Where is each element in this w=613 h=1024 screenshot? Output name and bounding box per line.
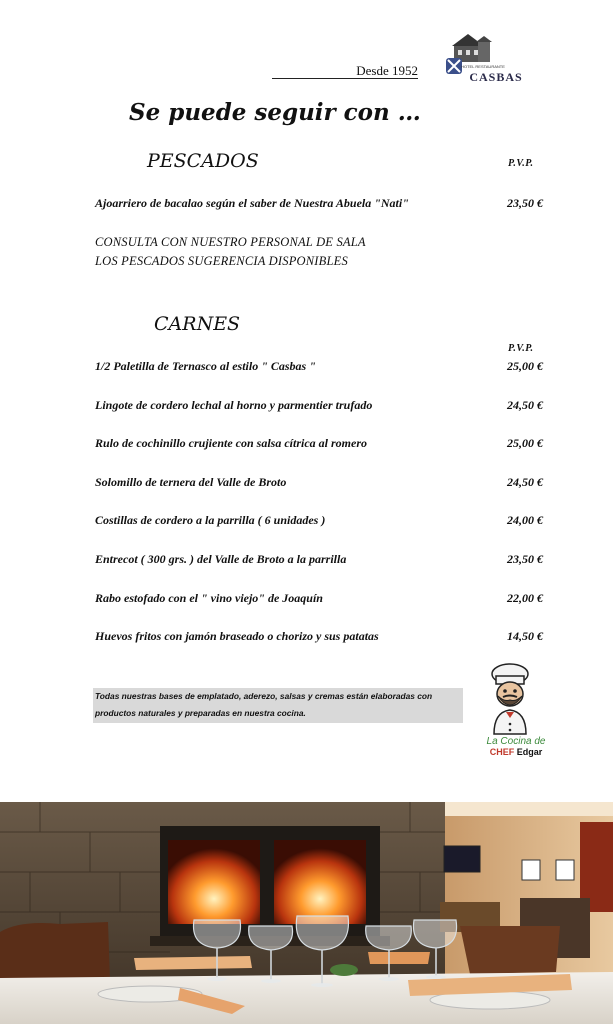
item-price: 25,00 € xyxy=(507,359,543,373)
chef-illustration xyxy=(482,662,538,736)
menu-item xyxy=(95,591,543,609)
item-price: 24,50 € xyxy=(507,398,543,412)
since-line: Desde 1952 xyxy=(272,64,418,79)
consult-line: LOS PESCADOS SUGERENCIA DISPONIBLES xyxy=(95,254,348,268)
item-name: Huevos fritos con jamón braseado o chorizo y sus patatas xyxy=(95,629,379,643)
ingredients-note xyxy=(93,688,463,723)
item-price: 23,50 € xyxy=(507,196,543,210)
item-name: Entrecot ( 300 grs. ) del Valle de Broto a la parrilla xyxy=(95,552,347,566)
menu-item xyxy=(95,196,543,214)
item-name: Lingote de cordero lechal al horno y parmentier trufado xyxy=(95,398,373,412)
menu-item xyxy=(95,475,543,493)
menu-item xyxy=(95,513,543,531)
pvp-label-carnes: P.V.P. xyxy=(508,343,534,354)
item-name: Solomillo de ternera del Valle de Broto xyxy=(95,475,287,489)
item-name: Rabo estofado con el " vino viejo" de Joaquín xyxy=(95,591,323,605)
consult-line: CONSULTA CON NUESTRO PERSONAL DE SALA xyxy=(95,235,366,249)
menu-item xyxy=(95,359,543,377)
logo-subtitle: HOTEL RESTAURANTE xyxy=(461,64,505,69)
item-price: 22,00 € xyxy=(507,591,543,605)
menu-item xyxy=(95,629,543,647)
intro-heading: Se puede seguir con … xyxy=(129,99,421,126)
note-line: Todas nuestras bases de emplatado, aderezo, salsas y cremas están elaboradas con xyxy=(95,691,433,701)
item-price: 23,50 € xyxy=(507,552,543,566)
chef-name: Edgar xyxy=(516,747,543,757)
item-price: 14,50 € xyxy=(507,629,543,643)
chef-brand xyxy=(480,736,552,757)
pvp-label-pescados: P.V.P. xyxy=(508,158,534,169)
menu-item xyxy=(95,398,543,416)
section-title-carnes: CARNES xyxy=(154,313,241,335)
chef-word: CHEF xyxy=(489,747,515,757)
menu-item xyxy=(95,552,543,570)
item-price: 25,00 € xyxy=(507,436,543,450)
item-name: Rulo de cochinillo crujiente con salsa cítrica al romero xyxy=(95,436,368,450)
item-name: 1/2 Paletilla de Ternasco al estilo " Casbas " xyxy=(95,359,316,373)
chef-brand-name xyxy=(480,747,552,757)
chef-brand-line: La Cocina de xyxy=(486,736,546,747)
item-price: 24,00 € xyxy=(507,513,543,527)
note-line: productos naturales y preparadas en nuestra cocina. xyxy=(95,708,306,718)
menu-item xyxy=(95,436,543,454)
restaurant-interior-photo xyxy=(0,802,613,1024)
section-title-pescados: PESCADOS xyxy=(147,150,259,172)
item-name: Ajoarriero de bacalao según el saber de Nuestra Abuela "Nati" xyxy=(95,196,409,210)
logo-name: CASBAS xyxy=(469,70,523,84)
item-name: Costillas de cordero a la parrilla ( 6 unidades ) xyxy=(95,513,326,527)
item-price: 24,50 € xyxy=(507,475,543,489)
consult-note xyxy=(95,233,366,271)
